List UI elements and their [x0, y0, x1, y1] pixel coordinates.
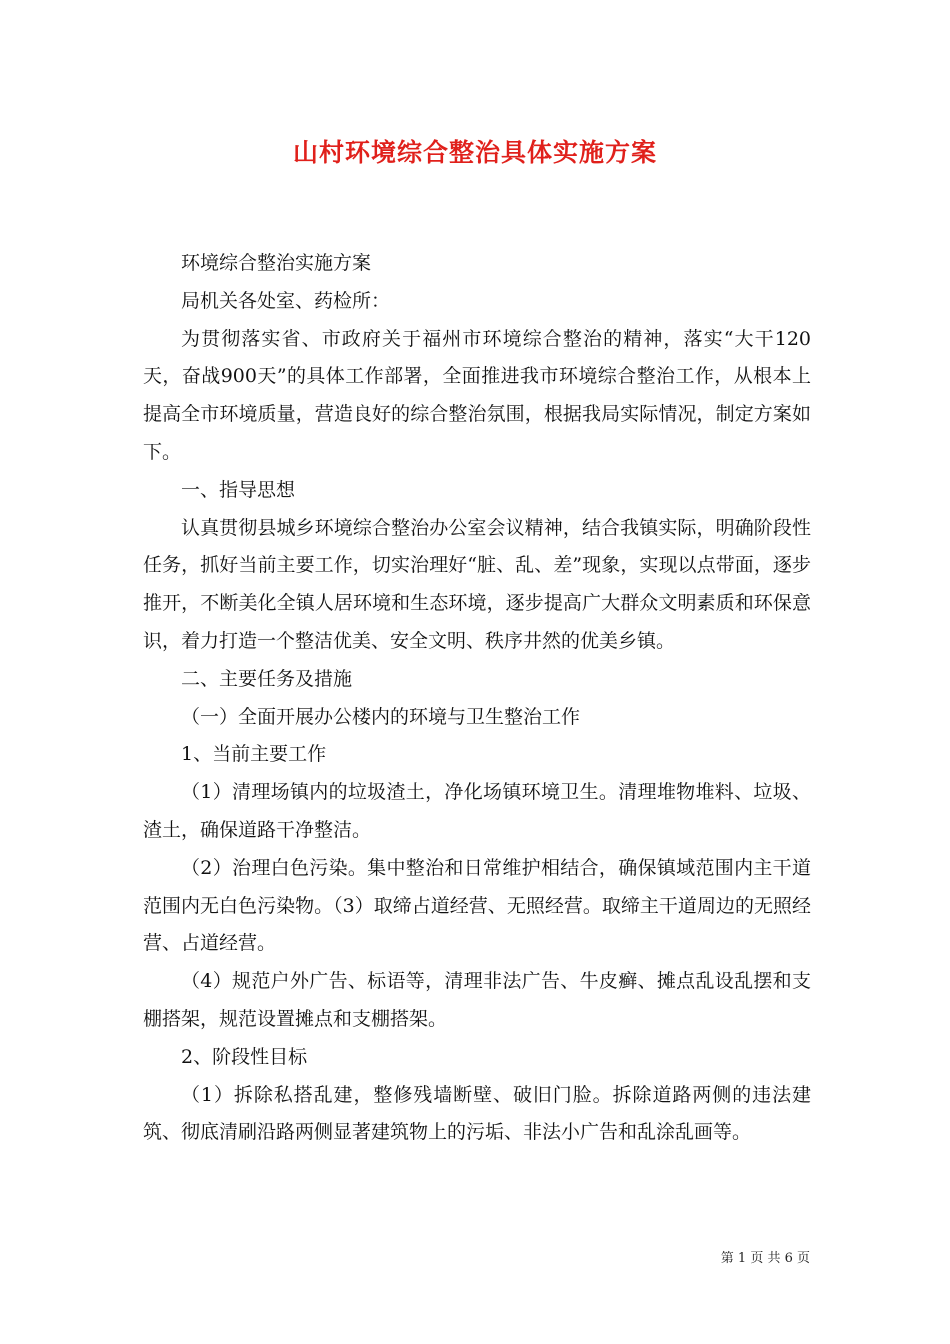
paragraph-addressee: 局机关各处室、药检所：	[181, 289, 391, 312]
subsection-heading-office: （一）全面开展办公楼内的环境与卫生整治工作	[181, 705, 581, 728]
paragraph-item-1: （1）清理场镇内的垃圾渣土，净化场镇环境卫生。清理堆物堆料、垃圾、渣土，确保道路干净整洁。	[143, 781, 811, 841]
paragraph-subtitle: 环境综合整治实施方案	[181, 252, 372, 274]
paragraph-stage-goal-1: （1）拆除私搭乱建，整修残墙断壁、破旧门脸。拆除道路两侧的违法建筑、彻底清刷沿路两侧显著建筑物上的污垢、非法小广告和乱涂乱画等。	[143, 1083, 811, 1144]
item-heading-stage-goals: 2、阶段性目标	[181, 1045, 308, 1068]
section-heading-guiding-thought: 一、指导思想	[181, 478, 296, 501]
item-heading-current-work: 1、当前主要工作	[181, 743, 327, 766]
section-heading-tasks: 二、主要任务及措施	[181, 667, 353, 690]
paragraph-item-4: （4）规范户外广告、标语等，清理非法广告、牛皮癣、摊点乱设乱摆和支棚搭架，规范设置摊点和支棚搭架。	[143, 970, 811, 1030]
page-number-footer: 第 1 页 共 6 页	[720, 1251, 810, 1266]
document-body	[143, 245, 811, 1152]
paragraph-guiding-thought: 认真贯彻县城乡环境综合整治办公室会议精神，结合我镇实际，明确阶段性任务，抓好当前主要工作，切实治理好“脏、乱、差”现象，实现以点带面，逐步推开，不断美化全镇人居环境和生态环境，逐步提高广大群众文明素质和环保意识，着力打造一个整洁优美、安全文明、秩序井然的优美乡镇。	[143, 516, 811, 652]
paragraph-item-2-3: （2）治理白色污染。集中整治和日常维护相结合，确保镇域范围内主干道范围内无白色污染物。（3）取缔占道经营、无照经营。取缔主干道周边的无照经营、占道经营。	[143, 856, 811, 955]
document-title: 山村环境综合整治具体实施方案	[292, 138, 657, 167]
paragraph-intro: 为贯彻落实省、市政府关于福州市环境综合整治的精神，落实“大干120天，奋战900天”的具体工作部署，全面推进我市环境综合整治工作，从根本上提高全市环境质量，营造良好的综合整治氛围，根据我局实际情况，制定方案如下。	[143, 327, 811, 463]
